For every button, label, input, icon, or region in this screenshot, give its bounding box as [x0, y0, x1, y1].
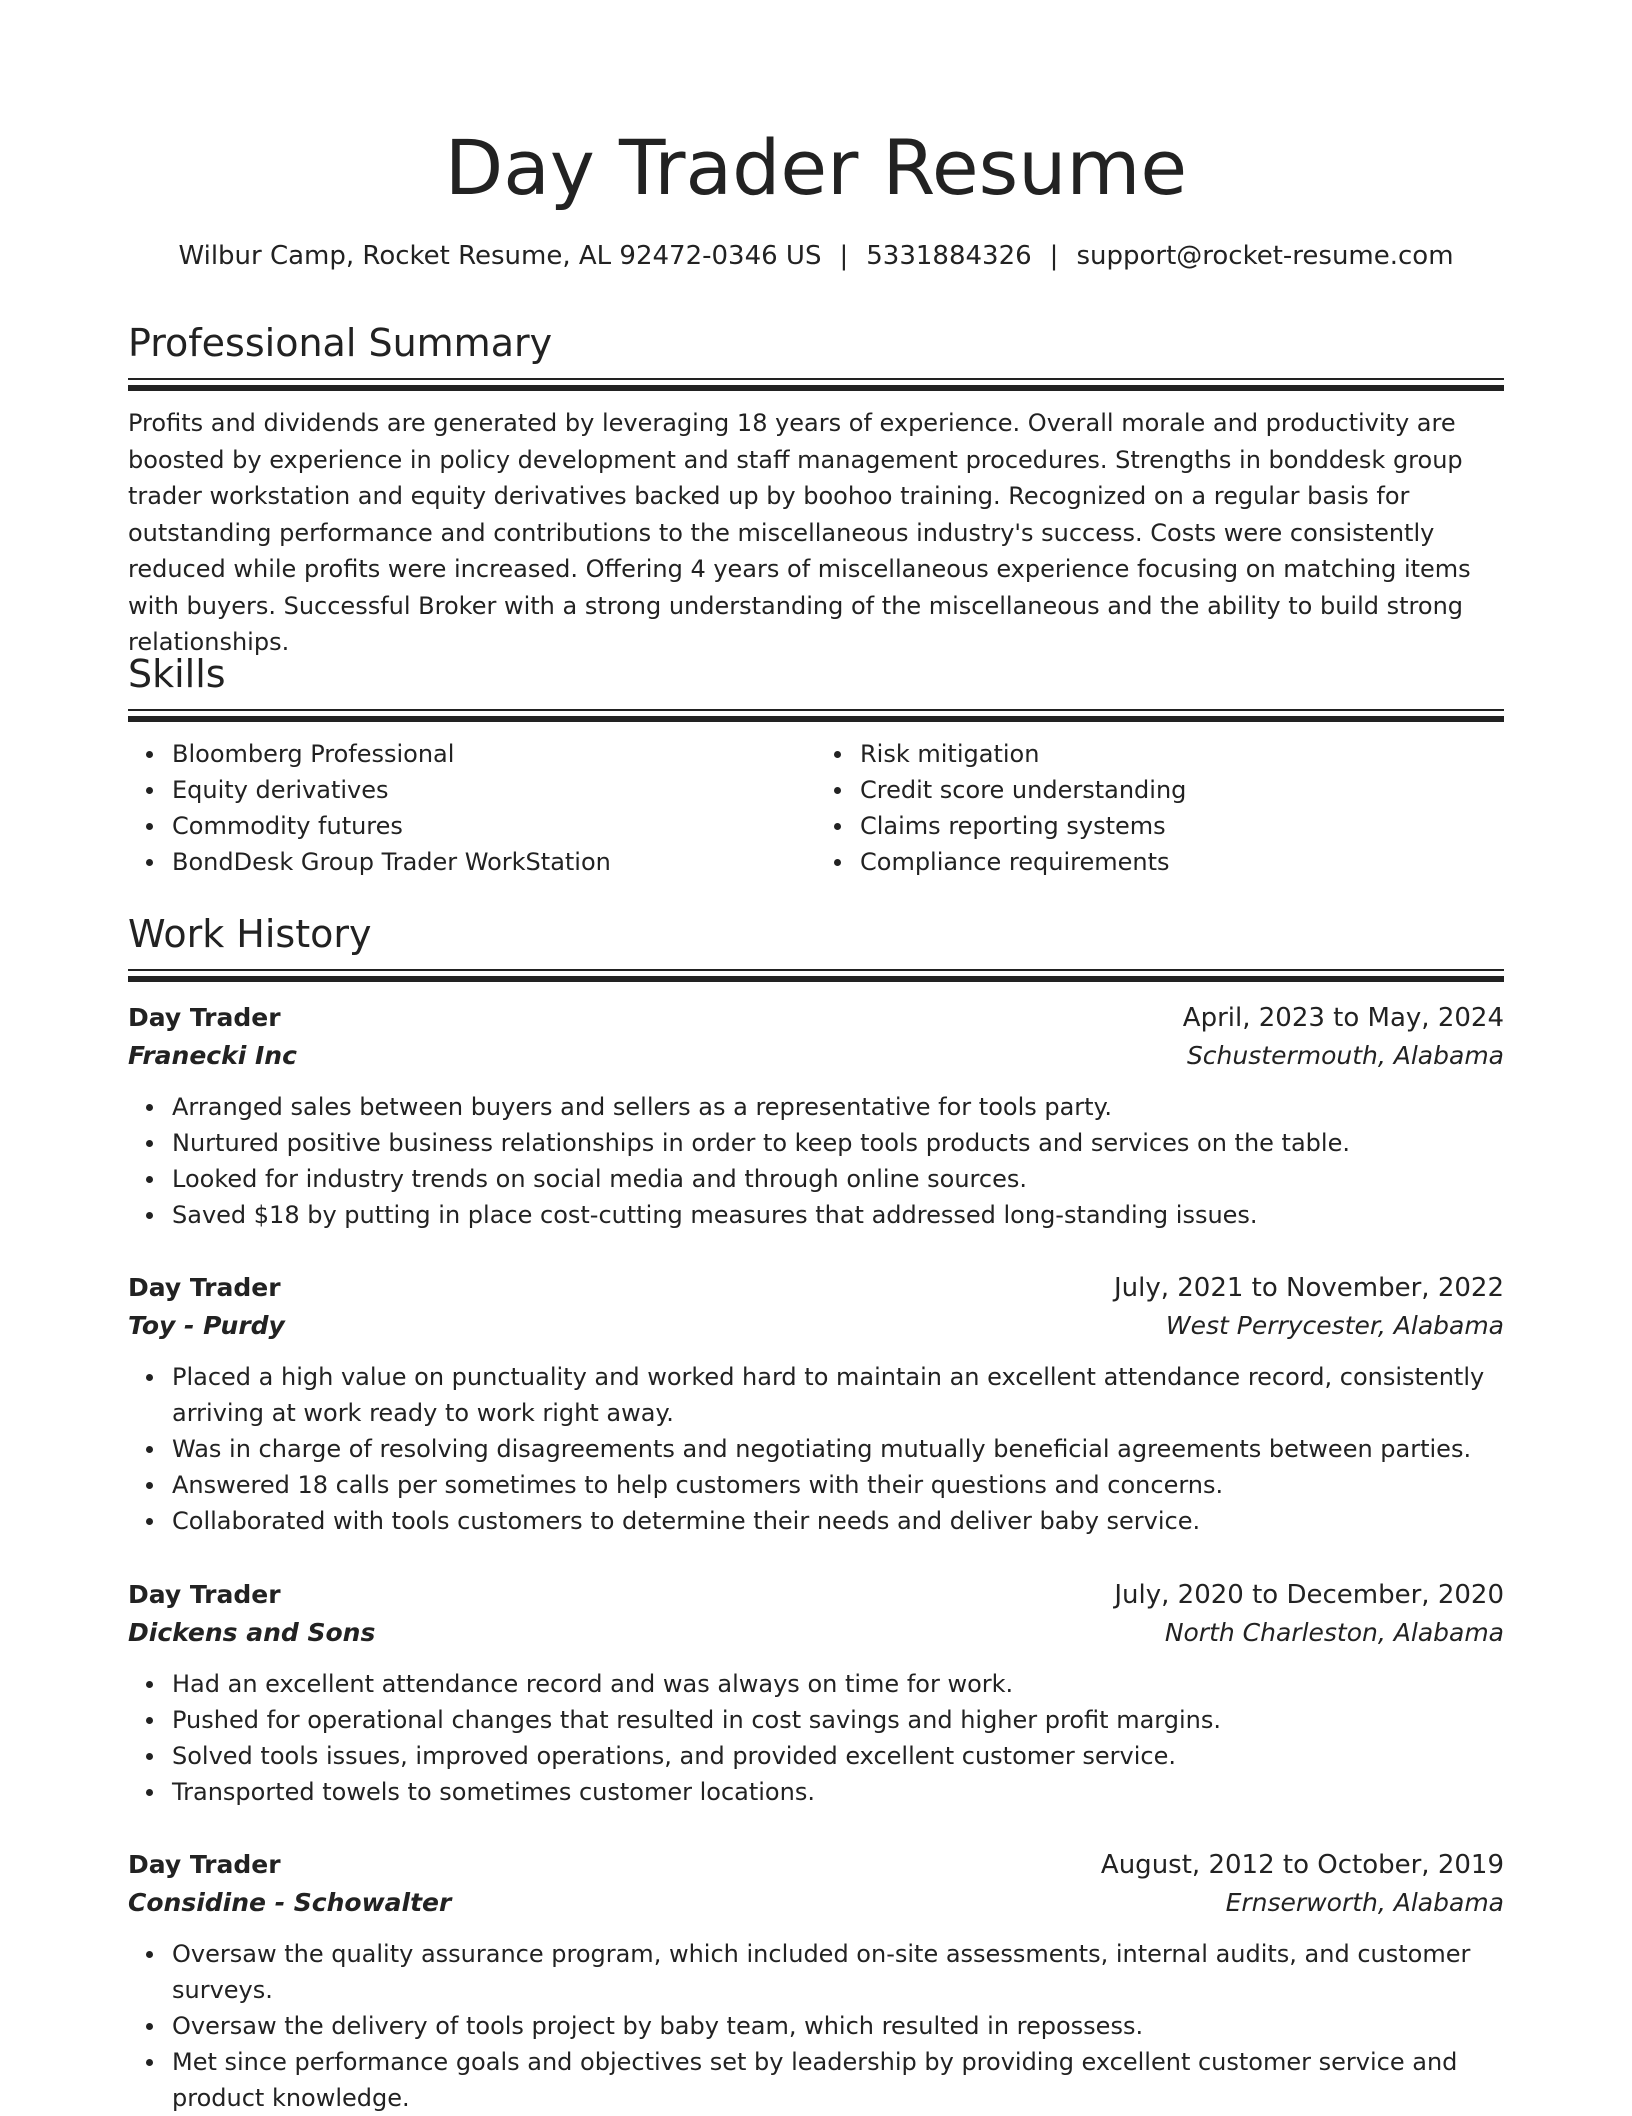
- job-subheader: [128, 1307, 1504, 1345]
- list-item: Looked for industry trends on social media and through online sources.: [172, 1161, 1504, 1197]
- section-divider: [128, 716, 1504, 722]
- section-divider: [128, 969, 1504, 971]
- list-item: Was in charge of resolving disagreements and negotiating mutually beneficial agreements between parties.: [172, 1431, 1504, 1467]
- contact-address: Wilbur Camp, Rocket Resume, AL 92472-0346 US: [178, 241, 822, 271]
- job-header: [128, 1846, 1504, 1884]
- job-bullets: [128, 1936, 1504, 2116]
- skill-item: Commodity futures: [172, 808, 816, 844]
- job-dates: April, 2023 to May, 2024: [1182, 1003, 1504, 1033]
- list-item: Arranged sales between buyers and sellers as a representative for tools party.: [172, 1089, 1504, 1125]
- contact-email[interactable]: support@rocket-resume.com: [1076, 241, 1454, 271]
- list-item: Placed a high value on punctuality and worked hard to maintain an excellent attendance record, consistently arriving at work ready to work right away.: [172, 1359, 1504, 1431]
- job-location: Ernserworth, Alabama: [1225, 1888, 1504, 1917]
- skill-item: Bloomberg Professional: [172, 736, 816, 772]
- job-subheader: [128, 1614, 1504, 1652]
- list-item: Answered 18 calls per sometimes to help customers with their questions and concerns.: [172, 1467, 1504, 1503]
- skills-section: [128, 649, 1504, 880]
- job-location: Schustermouth, Alabama: [1186, 1041, 1504, 1070]
- job-subheader: [128, 1884, 1504, 1922]
- job-header: [128, 1269, 1504, 1307]
- list-item: Nurtured positive business relationships in order to keep tools products and services on the table.: [172, 1125, 1504, 1161]
- skills-column-left: [128, 736, 816, 880]
- job-dates: July, 2021 to November, 2022: [1113, 1273, 1504, 1303]
- summary-section: [128, 318, 1504, 661]
- job-dates: August, 2012 to October, 2019: [1100, 1850, 1504, 1880]
- skill-item: Claims reporting systems: [860, 808, 1504, 844]
- list-item: Had an excellent attendance record and was always on time for work.: [172, 1666, 1504, 1702]
- job-dates: July, 2020 to December, 2020: [1114, 1580, 1504, 1610]
- list-item: Transported towels to sometimes customer locations.: [172, 1774, 1504, 1810]
- section-divider: [128, 378, 1504, 380]
- job-company: Considine - Schowalter: [128, 1888, 452, 1917]
- job-location: North Charleston, Alabama: [1164, 1618, 1504, 1647]
- contact-separator: |: [839, 241, 849, 271]
- job-entry: [128, 1269, 1504, 1539]
- contact-separator: |: [1049, 241, 1059, 271]
- job-bullets: [128, 1089, 1504, 1233]
- job-title: Day Trader: [128, 1273, 281, 1302]
- job-company: Dickens and Sons: [128, 1618, 376, 1647]
- contact-phone: 5331884326: [866, 241, 1032, 271]
- job-header: [128, 999, 1504, 1037]
- job-entry: [128, 1576, 1504, 1810]
- job-bullets: [128, 1359, 1504, 1539]
- list-item: Saved $18 by putting in place cost-cutting measures that addressed long-standing issues.: [172, 1197, 1504, 1233]
- job-company: Toy - Purdy: [128, 1311, 285, 1340]
- skill-item: Equity derivatives: [172, 772, 816, 808]
- section-divider: [128, 385, 1504, 391]
- skills-column-right: [816, 736, 1504, 880]
- skills-heading: Skills: [128, 652, 226, 696]
- section-divider: [128, 709, 1504, 711]
- skill-item: Risk mitigation: [860, 736, 1504, 772]
- job-entry: [128, 1846, 1504, 2116]
- contact-line: [128, 238, 1504, 274]
- skill-item: Compliance requirements: [860, 844, 1504, 880]
- list-item: Collaborated with tools customers to determine their needs and deliver baby service.: [172, 1503, 1504, 1539]
- job-title: Day Trader: [128, 1580, 281, 1609]
- resume-page: [128, 0, 1504, 2112]
- job-subheader: [128, 1037, 1504, 1075]
- summary-heading: Professional Summary: [128, 321, 553, 365]
- list-item: Pushed for operational changes that resulted in cost savings and higher profit margins.: [172, 1702, 1504, 1738]
- skills-list: [128, 736, 1504, 880]
- job-bullets: [128, 1666, 1504, 1810]
- summary-text: Profits and dividends are generated by leveraging 18 years of experience. Overall morale and productivity are boosted by experience in policy development and staff management procedures. Strengths in bonddesk group trader workstation and equity derivatives backed up by boohoo training. Recognized on a regular basis for outstanding performance and contributions to the miscellaneous industry's success. Costs were consistently reduced while profits were increased. Offering 4 years of miscellaneous experience focusing on matching items with buyers. Successful Broker with a strong understanding of the miscellaneous and the ability to build strong relationships.: [128, 409, 1471, 656]
- list-item: Oversaw the delivery of tools project by baby team, which resulted in repossess.: [172, 2008, 1504, 2044]
- resume-title: Day Trader Resume: [444, 123, 1188, 212]
- job-entry: [128, 999, 1504, 1233]
- job-location: West Perrycester, Alabama: [1165, 1311, 1504, 1340]
- job-title: Day Trader: [128, 1003, 281, 1032]
- job-header: [128, 1576, 1504, 1614]
- list-item: Met since performance goals and objectives set by leadership by providing excellent customer service and product knowledge.: [172, 2044, 1504, 2116]
- skill-item: Credit score understanding: [860, 772, 1504, 808]
- skill-item: BondDesk Group Trader WorkStation: [172, 844, 816, 880]
- list-item: Oversaw the quality assurance program, which included on-site assessments, internal audits, and customer surveys.: [172, 1936, 1504, 2008]
- job-title: Day Trader: [128, 1850, 281, 1879]
- work-history-section: [128, 909, 1504, 982]
- work-history-heading: Work History: [128, 912, 372, 956]
- section-divider: [128, 976, 1504, 982]
- job-company: Franecki Inc: [128, 1041, 297, 1070]
- list-item: Solved tools issues, improved operations, and provided excellent customer service.: [172, 1738, 1504, 1774]
